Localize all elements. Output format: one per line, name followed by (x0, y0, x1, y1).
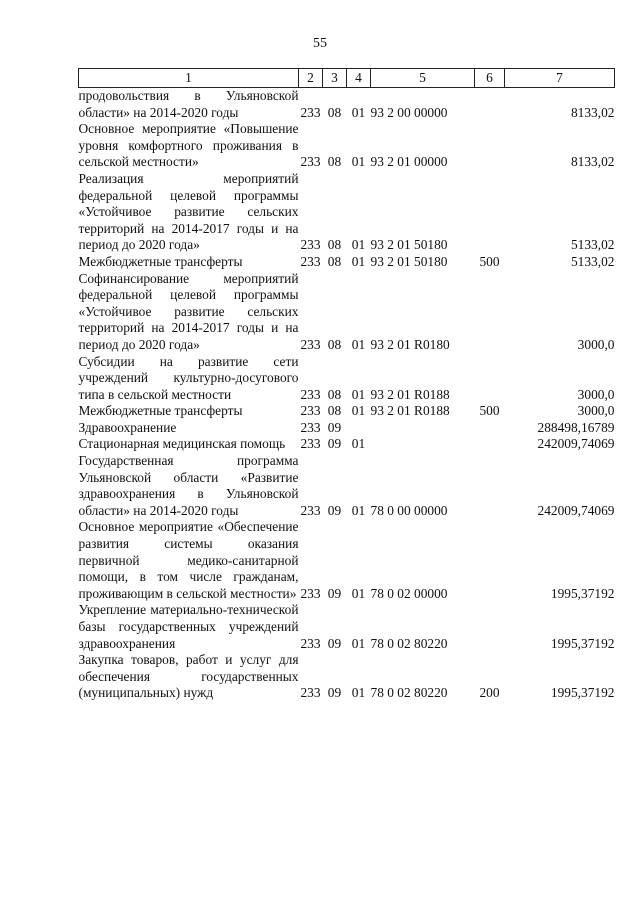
row-ministry-code: 233 (300, 502, 321, 518)
table-row (79, 436, 615, 453)
row-section-code: 09 (327, 436, 342, 452)
table-row (79, 354, 615, 404)
row-subsection-code: 01 (351, 237, 366, 253)
row-name: Реализация мероприятий федеральной целевой программы «Устойчивое развитие сельских территорий на 2014-2017 годы и на период до 2020 года» (78, 170, 299, 253)
header-row (79, 69, 615, 88)
row-target-article: 78 0 02 00000 (370, 585, 448, 601)
row-ministry-code: 233 (300, 336, 321, 352)
row-section-code: 09 (327, 585, 342, 601)
row-ministry-code: 233 (300, 104, 321, 120)
row-subsection-code: 01 (351, 635, 366, 651)
table-row (79, 652, 615, 702)
row-expense-type (475, 436, 505, 453)
table-row (79, 254, 615, 271)
row-expense-type: 500 (479, 253, 500, 269)
row-amount: 8133,02 (570, 104, 615, 120)
row-subsection-code: 01 (351, 436, 366, 452)
row-section-code: 09 (327, 685, 342, 701)
row-subsection-code: 01 (351, 154, 366, 170)
row-target-article (371, 436, 475, 453)
row-ministry-code: 233 (300, 237, 321, 253)
row-expense-type (475, 519, 505, 602)
row-name: Субсидии на развитие сети учреждений культурно-досугового типа в сельской местности (78, 353, 299, 402)
row-section-code: 08 (327, 336, 342, 352)
header-col-2: 2 (299, 69, 323, 88)
table-row (79, 602, 615, 652)
row-subsection-code: 01 (351, 253, 366, 269)
row-amount: 3000,0 (577, 386, 615, 402)
header-col-4: 4 (347, 69, 371, 88)
row-ministry-code: 233 (300, 253, 321, 269)
row-expense-type (475, 420, 505, 437)
row-target-article: 93 2 01 50180 (370, 253, 448, 269)
table-row (79, 271, 615, 354)
row-subsection-code (347, 420, 371, 437)
row-expense-type: 200 (479, 685, 500, 701)
table-row (79, 453, 615, 519)
row-name: Межбюджетные трансферты (78, 403, 243, 419)
row-ministry-code: 233 (300, 403, 321, 419)
row-expense-type (475, 171, 505, 254)
row-subsection-code: 01 (351, 585, 366, 601)
row-expense-type (475, 602, 505, 652)
row-target-article: 93 2 01 R0188 (370, 386, 450, 402)
row-amount: 3000,0 (577, 403, 615, 419)
header-col-5: 5 (371, 69, 475, 88)
row-subsection-code: 01 (351, 336, 366, 352)
row-name: Основное мероприятие «Обеспечение развития системы оказания первичной медико-санитарной помощи, в том числе гражданам, проживающим в сельской местности» (78, 519, 299, 601)
header-col-7: 7 (505, 69, 615, 88)
row-section-code: 08 (327, 403, 342, 419)
row-subsection-code: 01 (351, 104, 366, 120)
row-expense-type (475, 453, 505, 519)
row-amount: 5133,02 (570, 253, 615, 269)
row-amount: 5133,02 (570, 237, 615, 253)
row-name: продовольствия в Ульяновской области» на 2014-2020 годы (78, 88, 299, 120)
row-ministry-code: 233 (300, 635, 321, 651)
row-target-article (371, 420, 475, 437)
row-amount: 1995,37192 (550, 685, 615, 701)
row-target-article: 78 0 00 00000 (370, 502, 448, 518)
header-col-3: 3 (323, 69, 347, 88)
row-subsection-code: 01 (351, 502, 366, 518)
row-ministry-code: 233 (300, 419, 321, 435)
table-row (79, 519, 615, 602)
row-target-article: 93 2 00 00000 (370, 104, 448, 120)
row-amount: 1995,37192 (550, 585, 615, 601)
table-row (79, 171, 615, 254)
header-col-6: 6 (475, 69, 505, 88)
row-target-article: 78 0 02 80220 (370, 685, 448, 701)
row-ministry-code: 233 (300, 585, 321, 601)
row-section-code: 08 (327, 104, 342, 120)
row-expense-type (475, 354, 505, 404)
row-amount: 1995,37192 (550, 635, 615, 651)
header-col-1: 1 (79, 69, 299, 88)
row-amount: 242009,74069 (537, 502, 615, 518)
row-amount: 242009,74069 (537, 436, 615, 452)
budget-table (78, 68, 615, 702)
table-row (79, 403, 615, 420)
row-amount: 8133,02 (570, 154, 615, 170)
row-ministry-code: 233 (300, 685, 321, 701)
row-name: Основное мероприятие «Повышение уровня комфортного проживания в сельской местности» (78, 121, 299, 170)
row-name: Государственная программа Ульяновской области «Развитие здравоохранения в Ульяновской области» на 2014-2020 годы (78, 453, 299, 518)
row-name: Стационарная медицинская помощь (78, 436, 286, 452)
row-target-article: 93 2 01 R0180 (370, 336, 450, 352)
row-name: Здравоохранение (78, 419, 177, 435)
row-target-article: 93 2 01 50180 (370, 237, 448, 253)
row-name: Укрепление материально-технической базы государственных учреждений здравоохранения (78, 602, 299, 651)
row-section-code: 09 (327, 502, 342, 518)
row-section-code: 08 (327, 237, 342, 253)
row-name: Межбюджетные трансферты (78, 253, 243, 269)
row-expense-type: 500 (479, 403, 500, 419)
row-section-code: 09 (327, 419, 342, 435)
row-target-article: 93 2 01 R0188 (370, 403, 450, 419)
row-amount: 3000,0 (577, 336, 615, 352)
row-subsection-code: 01 (351, 386, 366, 402)
table-row (79, 420, 615, 437)
row-amount: 288498,16789 (537, 419, 615, 435)
row-expense-type (475, 88, 505, 122)
row-name: Закупка товаров, работ и услуг для обеспечения государственных (муниципальных) нужд (78, 652, 299, 701)
table-header (79, 69, 615, 88)
row-subsection-code: 01 (351, 403, 366, 419)
table-row (79, 121, 615, 171)
row-ministry-code: 233 (300, 436, 321, 452)
row-ministry-code: 233 (300, 154, 321, 170)
row-target-article: 78 0 02 80220 (370, 635, 448, 651)
row-expense-type (475, 121, 505, 171)
table-row (79, 88, 615, 122)
row-section-code: 08 (327, 386, 342, 402)
row-ministry-code: 233 (300, 386, 321, 402)
row-section-code: 08 (327, 253, 342, 269)
row-expense-type (475, 271, 505, 354)
row-section-code: 08 (327, 154, 342, 170)
page-number: 55 (313, 36, 327, 51)
row-subsection-code: 01 (351, 685, 366, 701)
row-name: Софинансирование мероприятий федеральной целевой программы «Устойчивое развитие сельских территорий на 2014-2017 годы и на период до 2020 года» (78, 270, 299, 352)
row-section-code: 09 (327, 635, 342, 651)
table-body (79, 88, 615, 702)
row-target-article: 93 2 01 00000 (370, 154, 448, 170)
